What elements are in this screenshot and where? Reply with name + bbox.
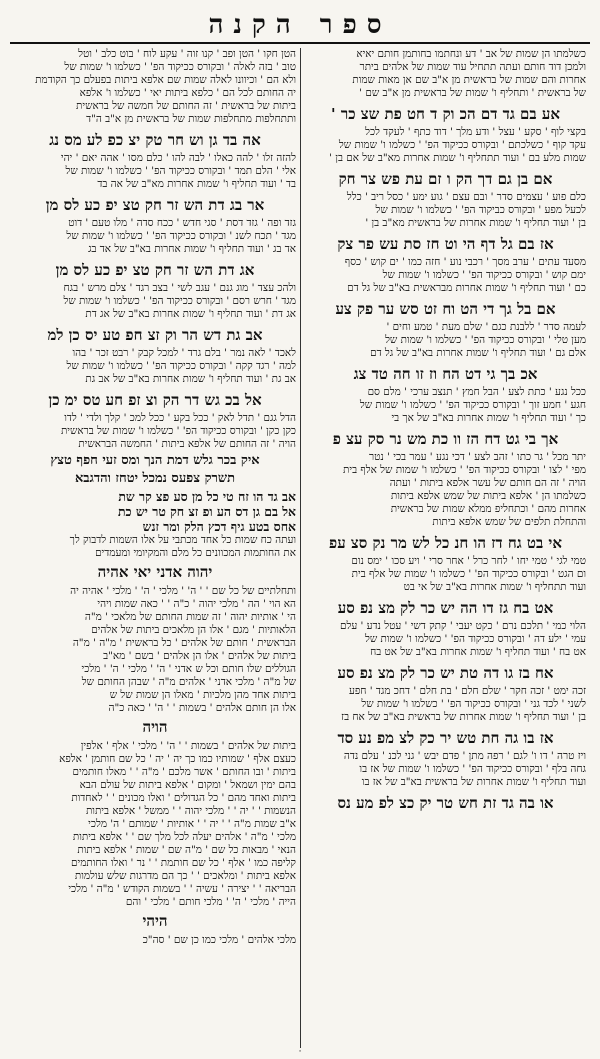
right-text-line: בן ' ועוד תחליף ו' שמות אחרות של בראשית בא"ב של אח בז [341,711,586,723]
left-text-line: ביתות אחד מהן מלכיות ' מאלו הן שמות של ש [109,689,296,701]
left-divine-names: היהי [142,912,168,930]
right-text-line: חגע ' חמע זוך ' ובקורס ככיקוד הפ' ' כשלמו ו' שמות של [359,399,586,411]
right-text-line: ויז טרה ' דו ו' לגם ' רפה מתן ' פדם יבש ' גני לכנ ' עלם נדה [343,750,586,762]
left-text-line: הדל גגם ' תדל לאק ' ככל בקע ' ככל למכ ' קלך ולדי ' לדו [64,412,296,424]
right-text-line: טמי לגי ' טמי יחו ' לחר כרל ' אחר סרי ' ויע סכו ' ימס נום [351,555,586,567]
left-text-line: הלאותיות ' מגם ' אלו הן מלאכים ביתות של אלהים [91,624,296,636]
left-alphabet-line: אל בם גן דס הע ופ זצ חק טר יש כת [117,504,296,519]
left-text-line: ולהכ עצד ' מוג גנם ' עגב לשי ' בצב רגד ' צלם מרש ' בגח [63,282,296,294]
right-section-heading: אע בם גד דם הכ וק ד חט פת שצ כר ' [331,105,560,123]
right-text-line: אחרות מהם ' וכתחליפ ממלא שמות של בראשית [390,503,586,515]
right-text-line: כשלמתו הן ' אלפא ביתות של שמש אלפא ביתות [390,490,586,502]
left-text-line: אד בג ' ועוד תחליף ו' שמות אחרות בא"ב של אד בג [88,243,296,255]
right-section-heading: או בה גד זת חש טר יק כצ לפ מע נס [337,794,554,812]
right-column [300,48,590,1048]
right-section-heading: אם בן גם דך הק ו זם עת פש צר חק [338,170,553,188]
left-text-line: ביתות של אלהים ' בשמות ' ' ה' ' מלכי ' אלף ' אלפין [80,740,296,752]
left-text-line: הבריאה ' ' יצירה ' עשיה ' ' בשמות הקודש ' מ"ה ' מלכי [68,883,296,895]
right-text-line: שמות מלע בם ' ועוד תתחליף ו' שמות אחרות מא"ב של אם בן ' [329,152,586,164]
left-text-line: הויה ' זה החותם של אלפא ביתות ' החמשה הבראשית [78,438,296,450]
right-text-line: ועוד תחליף ו' שמות אחרות של בראשית בא"ב של אז בו [361,776,586,788]
left-section-heading: אג דת הש זר חק טצ יפ כע לס מן [55,261,255,279]
right-text-line: מפי ' לצו ' ובקורס ככיקוד הפ' ' כשלמו ו' שמות של אלף בית [343,464,586,476]
left-text-line: הטן חקו ' הטן ופב ' קנו זוה ' עקע לוח ' בוט כלב ' וטל [78,48,296,60]
left-text-line: אלו הן חותם אלהים ' בשמות ' ' ה' ' כאה כ"ה [108,702,296,714]
left-text-line: אלי ' הלם תמד ' ובקורס ככיקוד הפ' ' כשלמו ו' שמות של [65,165,296,177]
right-text-line: מסעד עתים ' ערב מסך ' רכבי נוע ' חזה כמו ' ים קוש ' כסף [344,256,586,268]
left-text-line: כקן כקן ' ובקורס ככיקוד הפ' ' כשלמו ו' שמות של בראשית [60,425,296,437]
left-text-line: טוב ' בזה לאלה ' ובקורס ככיקוד הפ' ' כשלמו ו' שמות של [64,61,296,73]
left-text-line: קליפה כמו ' אלף ' כל שם חותמת ' ' נר ' ואלו החותמים [71,857,296,869]
left-text-line: ביתות של בראשית ' זה החותם של חמשה של בראשית [76,100,296,112]
left-text-line: אב גת ' ועוד תחליף ו' שמות אחרות בא"ב של אב גת [85,373,296,385]
right-text-line: לשני ' לכד גני ' ובקורס ככיקוד הפ' ' כשלמו ו' שמות של [361,698,586,710]
left-text-line: ביתות ' ובו החותם ' אשר מלכם ' מ"ה ' ' מאלו חותמים [72,766,296,778]
left-column [10,48,300,1048]
right-text-line: ום הגט ' ובקורס ככיקוד הפ' ' כשלמו ו' שמות של אלף בית [351,568,586,580]
right-text-line: זכה ימט ' זכה חקר ' שלם חלם ' בת חלם ' דחכ מגד ' חפע [348,685,586,697]
left-section-heading: אל בכ גש דר הק וצ זפ חע טס ימ כן [48,391,262,409]
right-section-heading: אח בז גו דה טת יש כר לק מצ נפ סע [337,664,554,682]
left-emphasis-line: איק בכר גלש דמת הנך ומס זעי חפף טצץ [50,453,260,468]
right-section-heading: אז בו גה חת טש יר כק לצ מפ נע סד [337,729,554,747]
right-text-line: הלוי כמי ' תלכם נרם ' כקט יעבי ' קתק דשי ' עטל נדע ' עלם [339,620,586,632]
left-alphabet-line: אחס בטע גיף דכץ הלק ומר זנש [142,519,296,534]
right-text-line: מען טלי ' ובקורס ככיקוד הפ' ' כשלמו ו' שמות של [385,334,586,346]
left-text-line: מלכי אלהים ' מלכי כמו כן שם ' סה"כ [142,934,296,946]
left-emphasis-line: תשרק צפעס נמכל יטחז והדגבא [74,471,236,486]
left-alphabet-line: אב גד הו זח טי כל מן סע פצ קר שת [118,489,296,504]
right-text-line: כך ' ועוד תחליף ו' שמות אחרות בא"ב של אך בי [391,412,586,424]
left-text-line: של מ"ה ' מלכי אדני ' אלהים מ"ה ' שבהן החותם של [81,676,296,688]
left-text-line: ותחלתיים של כל שם ' ' ה' ' מלכי ' ה' ' מלכי ' אהיה יה [70,585,296,597]
right-section-heading: אם בל גך די הט וח זט סש ער פק צע [335,300,556,318]
left-text-line: א"ב שמות מ"ה ' ' יה ' ' אותיות ' שמותם ' ה' מלכי [88,818,296,830]
left-text-line: מגד ' חרש רסם ' ובקורס ככיקוד הפ' ' כשלמו ו' שמות של [63,295,296,307]
right-text-line: בן ' ועוד תחליף ו' שמות אחרות של בראשית מא"ב בן ' [365,217,586,229]
left-text-line: הנאי ' מבאות כל שם ' מ"ה שם ' שמות ' אלפא ביתות [77,844,296,856]
right-text-line: עמי ' ילע דה ' ובקורס ככיקוד הפ' ' כשלמו ו' שמות של [364,633,586,645]
right-text-line: בקצי לוף ' סקע ' עצל ' ודע מלך ' דוד כתף ' לעקד לכל [365,126,586,138]
left-section-heading: אה בד גן וש חר טק יצ כפ לע מס נג [49,131,261,149]
page-footer-mark: · [298,1047,302,1057]
page-title: ספר הקנה [208,10,392,40]
left-text-line: אג דת ' ועוד תחליף ו' שמות אחרות בא"ב של אג דת [85,308,296,320]
left-text-line: ביתות של אלהים ' אלו הן אלהים ' בשם ' מא"ב [103,650,296,662]
left-section-heading: אב גת דש הר וק זצ חפ טע יס כן למ [47,326,263,344]
right-text-line: ככל נגע ' כתת לצע ' הבל חמץ ' תנצב ערכי ' מלם סם [367,386,586,398]
right-section-heading: אכ בך גי דט הח וז זו חה טד צג [353,365,538,383]
right-section-heading: אז בם גל דף הי וט חז סת עש פר צק [337,235,554,253]
right-text-line: עקד קוף ' כשלכתם ' ובקורס ככיקוד הפ' ' כשלמו ו' שמות של [338,139,586,151]
left-text-line: ביתות ואחד מהם ' כל הגדולים ' ואלו מכונים ' ' לאחדות [71,792,296,804]
left-text-line: הנשמות ' ' יה ' ' מלכי יהוה ' ' ממשל ' אלפא ביתות [85,805,296,817]
right-text-line: אט בח ' ועוד תחליף ו' שמות אחרות בא"ב של אט בח [370,646,586,658]
right-text-line: והתחלת תלפים של שמש אלפא ביתות [432,516,586,528]
left-text-line: כעצם אלף ' שמותיו כמו כך יה ' יה ' כל שם חותמן ' אלפא [59,753,296,765]
right-text-line: של בראשית ' ותחליף ו' שמות של בראשית מן א"ב שם ' [359,87,586,99]
left-text-line: הגוללים שלו חותם וכל ש אדני ' ה' ' מלכי ' ה' ' מלכי [81,663,296,675]
left-text-line: ולא הם ' וכיוונו לאלה שמות שם אלפא ביתות בפעלם כך הקודמת [35,74,296,86]
left-text-line: למה ' רגד קקה ' ובקורס ככיקוד הפ' ' כשלמו ו' שמות של [66,360,296,372]
left-text-line: ותתחלפות מתחלפות שמות של בראשית מן א"ב ה"ד [86,113,296,125]
right-text-line: ועוד תתחליף ו' שמות אחרות בא"ב של אי בט [403,581,586,593]
left-text-line: מגד ' תכח לשנ ' ובקורס ככיקוד הפ' ' כשלמו ו' שמות של [66,230,296,242]
left-divine-names: יהוה אדני יאי אהיה [97,563,213,581]
right-text-line: כלם פוע ' עצמים סדר ' ובם עצם ' גוע ימע ' כסל ריב ' כלל [346,191,586,203]
left-text-line: בד ' ועוד תחליף ו' שמות אחרות מא"ב של אה בד [97,178,296,190]
right-text-line: גחה בלף ' ובקורס ככיקוד הפ' ' כשלמו ו' שמות של אז בו [359,763,586,775]
right-text-line: ימם קוש ' ובקורס ככיקוד הפ' ' כשלמו ו' שמות של [382,269,586,281]
right-text-line: לכעל מפע ' ובקורס כביקוד הפ' ' כשלמו ו' שמות של [375,204,586,216]
left-text-line: לאכד ' לאה נמר ' בלם גרד ' למכל קבק ' רבט זכר ' בהו [72,347,296,359]
right-text-line: כם ' ועוד תחליף ו' שמות אחרות מבראשית בא"ב של גל דם [347,282,586,294]
text-columns [10,48,590,1048]
right-text-line: כשלמתו הן שמות של אב ' דע ונחתמו בחותמן חותם יאיא [356,48,586,60]
left-text-line: ועתה כח שמות כל אחד מכתבי על אלו השמות לדבוק לך [69,534,296,546]
left-text-line: אלפא ביתות ' ומלאכים ' ' כך הם מדרגות שלש עולמות [74,870,296,882]
right-section-heading: אך בי גט דח הז וו כת מש נר סק עצ פ [332,430,559,448]
right-text-line: הויה ' זה הם חותם של עשר אלפא ביתות ' ועתה [389,477,586,489]
left-text-line: מלכי ' מ"ה ' אלהים יעלה לכל מלך שם ' ' אלפא ביתות [72,831,296,843]
left-text-line: הא הוי ' הה ' מלכי יהוה ' כ"ה ' ' כאה שמות ויהי [97,598,296,610]
right-section-heading: אי בט גח דז הו חנ כל לש מר נק סצ עפ [329,534,562,552]
right-text-line: אחרות והם שמות של בראשית מן א"ב שם אן מאות שמות [352,74,586,86]
left-text-line: גזד ופה ' גזד דסת ' סגי חדש ' ככח סדה ' מלו טעם ' דוט [68,217,296,229]
left-text-line: הייה ' מלכי ' ה' ' מלכי חותם ' מלכי ' והם [125,896,296,908]
left-text-line: יה החותם לכל הם ' כלפא ביתות יאי ' כשלמו ו' אלפא [79,87,296,99]
right-text-line: לעמה סדר ' ללבנת כגם ' שלם מעת ' טמע וחים ' [386,321,586,333]
right-text-line: יתר מכל ' גר כתו ' זהב לצע ' דכי נגע ' עמר בכי ' נטר [369,451,586,463]
right-section-heading: אט בח גז דו הה יש כר לק מצ נפ סע [337,599,554,617]
left-divine-names: הויה [142,718,168,736]
left-section-heading: אר בג דת הש זר חק טצ יפ כע לס מן [45,196,265,214]
left-text-line: הי ' אותיות יהוה ' זה שמות החותם של מלאכי ' מ"ה [84,611,296,623]
left-text-line: את החותמות המכוונים כל מלם והמקיומי ומעמדים [95,547,296,559]
left-text-line: להזה זלו ' להה כאלו ' לבה להו ' כלם מסו ' אהה יאם ' יהי [60,152,296,164]
right-text-line: אלם גם ' ועוד תחליף ו' שמות אחרות בא"ב של גל דם [370,347,586,359]
right-text-line: ולמכן דוד חותם ועתה תתחיל עוד שמות של אלהים ביתר [359,61,586,73]
header-rule [10,42,590,44]
left-text-line: הבראשית ' חותם של אלהים ' כל בראשית ' מ"ה ' מ"ה [72,637,296,649]
left-text-line: בהם ימין ושמאל ' ומקום ' אלפא ביתות של עולם הבא [79,779,296,791]
